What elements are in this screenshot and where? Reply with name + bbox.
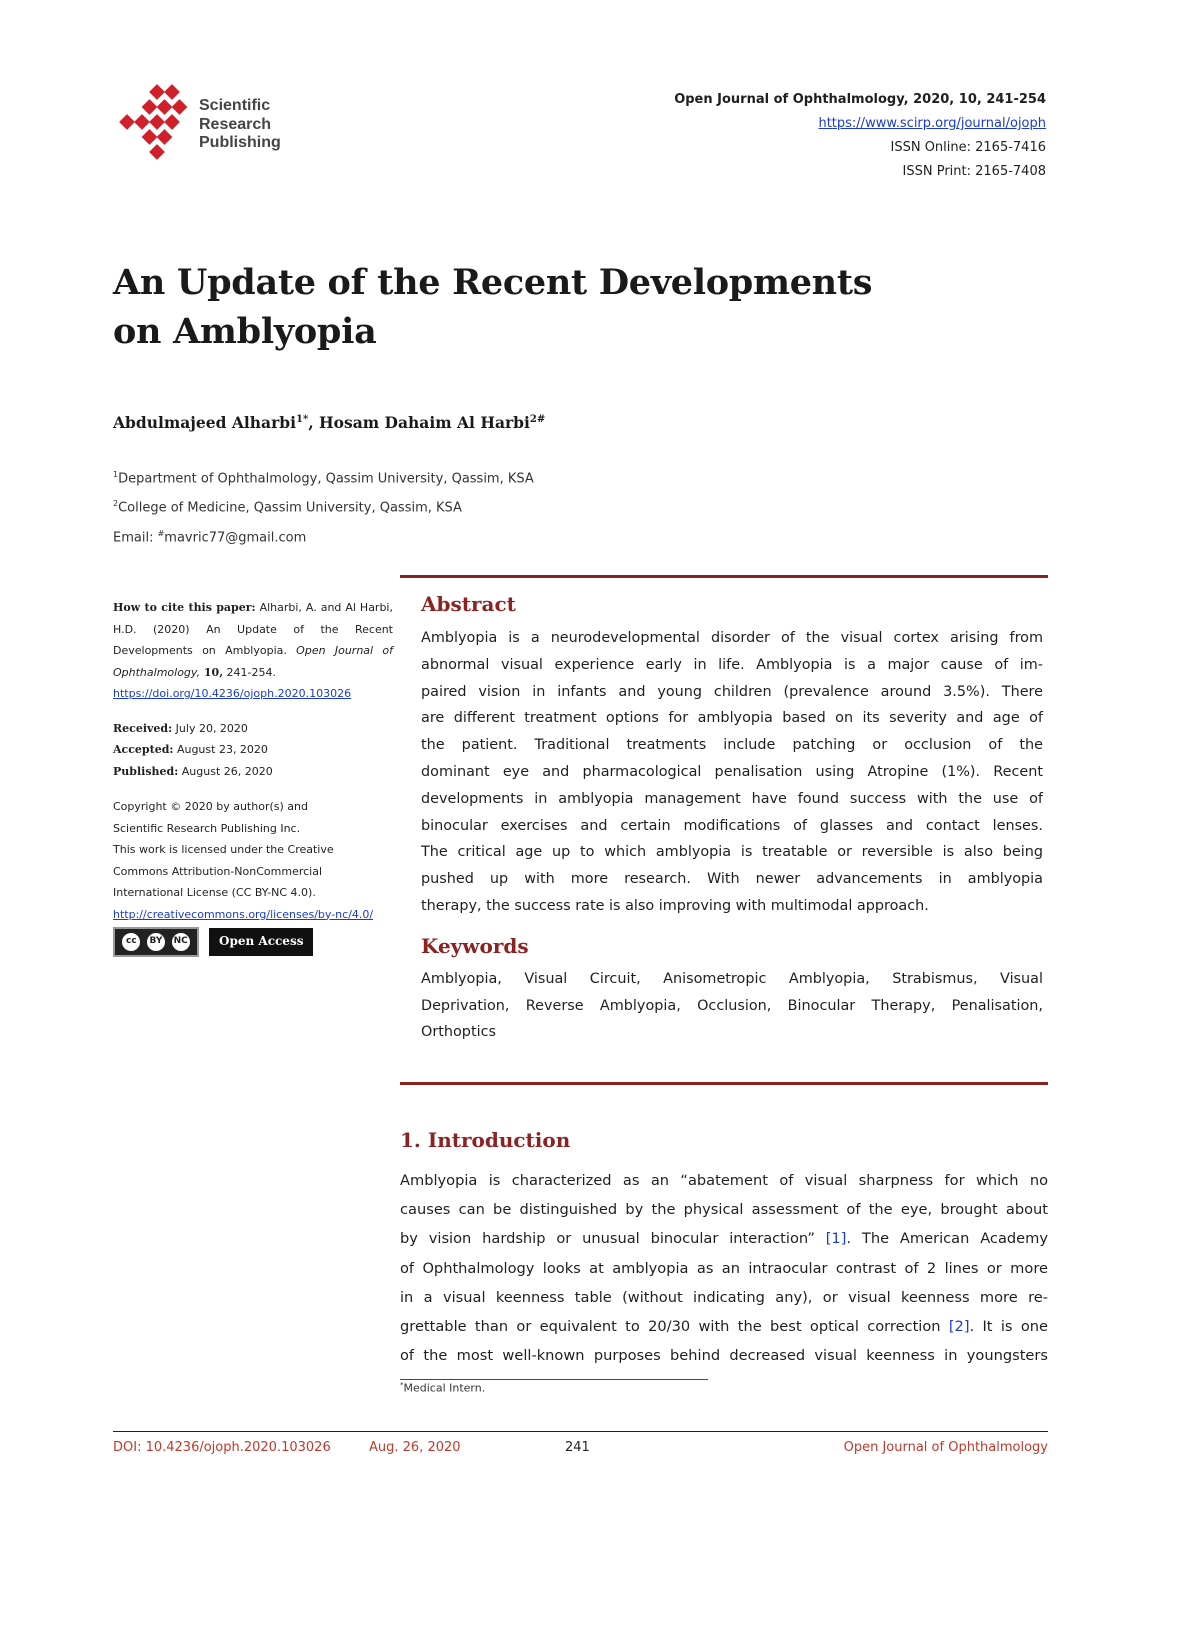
- abstract-line: pushed up with more research. With newer advancements in amblyopia: [421, 871, 1043, 888]
- email-sup: #: [157, 528, 165, 538]
- logo-line-1: Scientific: [199, 97, 271, 114]
- page-footer: [113, 1440, 1048, 1464]
- license-badges: [113, 927, 393, 957]
- cite-pages: 241-254.: [223, 665, 276, 679]
- intro-text: by vision hardship or unusual binocular interaction”: [400, 1230, 826, 1248]
- intro-line: Amblyopia is characterized as an “abatement of visual sharpness for which no: [400, 1172, 1048, 1189]
- sidebar-info: [113, 597, 393, 957]
- by-icon: BY: [145, 931, 167, 953]
- copyright-line-5: International License (CC BY-NC 4.0).: [113, 886, 316, 899]
- intro-text: . It is one: [969, 1318, 1048, 1336]
- keywords-line: Amblyopia, Visual Circuit, Anisometropic Amblyopia, Strabismus, Visual: [421, 970, 1043, 987]
- abstract-line: abnormal visual experience early in life. Amblyopia is a major cause of im-: [421, 656, 1043, 673]
- affiliation-1-sup: 1: [113, 470, 119, 479]
- cite-journal: Open Journal of Ophthalmology,: [113, 644, 393, 679]
- journal-citation: Open Journal of Ophthalmology, 2020, 10, 241-254: [674, 92, 1046, 107]
- publisher-logo: [113, 82, 313, 162]
- affiliation-1: [113, 462, 534, 491]
- logo-diamond: [164, 84, 180, 100]
- logo-diamond: [119, 114, 135, 130]
- abstract-bottom-rule: [400, 1082, 1048, 1085]
- author-1-sup: 1*: [296, 413, 309, 425]
- accepted-value: August 23, 2020: [173, 743, 268, 756]
- cite-doi-link[interactable]: https://doi.org/10.4236/ojoph.2020.103026: [113, 687, 352, 700]
- author-2: Hosam Dahaim Al Harbi: [318, 413, 530, 432]
- affiliation-2-sup: 2: [113, 499, 119, 509]
- footnote-text: Medical Intern.: [403, 1381, 486, 1395]
- nc-icon: NC: [170, 931, 192, 953]
- published-date: [113, 761, 393, 783]
- abstract-line: dominant eye and pharmacological penalisation using Atropine (1%). Recent: [421, 763, 1043, 780]
- footnote-sup: *: [400, 1381, 404, 1389]
- accepted-label: Accepted:: [113, 743, 174, 756]
- journal-url-link[interactable]: https://www.scirp.org/journal/ojoph: [818, 116, 1046, 131]
- author-list: [113, 413, 545, 432]
- cite-label: How to cite this paper:: [113, 601, 256, 614]
- footer-rule: [113, 1431, 1048, 1432]
- logo-diamond: [142, 99, 158, 115]
- abstract-line: the patient. Traditional treatments include patching or occlusion of the: [421, 737, 1043, 754]
- intro-line: of Ophthalmology looks at amblyopia as an intraocular contrast of 2 lines or more: [400, 1259, 1048, 1277]
- logo-line-3: Publishing: [199, 134, 281, 151]
- logo-diamond: [149, 144, 165, 160]
- published-label: Published:: [113, 764, 179, 778]
- intro-line: causes can be distinguished by the physical assessment of the eye, brought about: [400, 1201, 1048, 1219]
- intro-line: [400, 1224, 1048, 1253]
- received-label: Received:: [113, 721, 173, 735]
- logo-diamond: [157, 99, 173, 115]
- abstract-line: The critical age up to which amblyopia is treatable or reversible is also being: [421, 844, 1043, 861]
- footer-date: Aug. 26, 2020: [369, 1440, 461, 1455]
- copyright-line-3: This work is licensed under the Creative: [113, 843, 334, 856]
- issn-print: ISSN Print: 2165-7408: [902, 164, 1046, 179]
- accepted-date: [113, 739, 393, 761]
- footer-journal: Open Journal of Ophthalmology: [843, 1440, 1048, 1455]
- reference-link[interactable]: [2]: [948, 1318, 970, 1336]
- author-1: Abdulmajeed Alharbi: [113, 413, 296, 432]
- intro-text: . The American Academy: [846, 1230, 1048, 1248]
- introduction-body: [400, 1166, 1048, 1370]
- how-to-cite: [113, 597, 393, 705]
- email-line: [113, 521, 534, 550]
- introduction-section: [400, 1128, 1048, 1370]
- intro-line: [400, 1312, 1048, 1341]
- affiliation-2-text: College of Medicine, Qassim University, Qassim, KSA: [118, 500, 462, 516]
- affiliations: [113, 462, 534, 550]
- abstract-line: Amblyopia is a neurodevelopmental disorder of the visual cortex arising from: [421, 630, 1043, 646]
- journal-info: [674, 88, 1046, 184]
- abstract-line: therapy, the success rate is also improving with multimodal approach.: [421, 897, 929, 914]
- logo-diamond: [134, 114, 150, 130]
- logo-line-2: Research: [199, 115, 272, 133]
- copyright-line-4: Commons Attribution-NonCommercial: [113, 864, 323, 878]
- intro-line: of the most well-known purposes behind decreased visual keenness in youngsters: [400, 1347, 1048, 1365]
- logo-diamond: [157, 129, 173, 145]
- published-value: August 26, 2020: [178, 764, 273, 778]
- intro-line: in a visual keenness table (without indicating any), or visual keenness more re-: [400, 1288, 1048, 1306]
- title-line-1: An Update of the Recent Developments: [113, 262, 873, 303]
- open-access-badge: Open Access: [209, 928, 313, 956]
- received-date: [113, 718, 393, 740]
- keywords-line: Deprivation, Reverse Amblyopia, Occlusion, Binocular Therapy, Penalisation,: [421, 997, 1043, 1014]
- received-value: July 20, 2020: [172, 721, 248, 735]
- abstract-line: are different treatment options for amblyopia based on its severity and age of: [421, 710, 1043, 727]
- introduction-heading: 1. Introduction: [400, 1128, 571, 1152]
- logo-diamond: [149, 84, 165, 100]
- cc-by-nc-badge[interactable]: [113, 927, 199, 957]
- logo-diamond: [164, 114, 180, 130]
- article-dates: [113, 718, 393, 783]
- logo-diamond: [142, 129, 158, 145]
- cite-text: Alharbi, A. and Al Harbi, H.D. (2020) An Update of the Recent Developments on Amblyopia.: [113, 601, 393, 657]
- abstract-heading: Abstract: [421, 592, 516, 616]
- keywords-line: Orthoptics: [421, 1024, 496, 1041]
- abstract-line: developments in amblyopia management have found success with the use of: [421, 790, 1043, 807]
- title-line-2: on Amblyopia: [113, 311, 377, 352]
- author-2-sup: 2#: [529, 413, 546, 425]
- email-address[interactable]: mavric77@gmail.com: [164, 529, 307, 545]
- abstract-line: binocular exercises and certain modifications of glasses and contact lenses.: [421, 817, 1043, 834]
- cite-volume: 10,: [200, 665, 224, 679]
- footnote: [400, 1381, 485, 1395]
- copyright-line-2: Scientific Research Publishing Inc.: [113, 821, 301, 835]
- cc-icon: cc: [120, 931, 142, 953]
- intro-text: grettable than or equivalent to 20/30 with the best optical correction: [400, 1318, 949, 1336]
- red-diamond-grid-icon: [113, 82, 193, 162]
- abstract-top-rule: [400, 575, 1048, 578]
- abstract-body: [421, 625, 1043, 920]
- affiliation-2: [113, 491, 534, 520]
- footer-doi: DOI: 10.4236/ojoph.2020.103026: [113, 1440, 331, 1455]
- keywords-body: [421, 966, 1043, 1046]
- abstract-section: [421, 592, 1043, 1046]
- abstract-line: paired vision in infants and young children (prevalence around 3.5%). There: [421, 683, 1043, 700]
- email-label: Email:: [113, 529, 158, 545]
- article-title: [113, 258, 1013, 356]
- affiliation-1-text: Department of Ophthalmology, Qassim University, Qassim, KSA: [118, 471, 534, 487]
- copyright-notice: [113, 796, 393, 925]
- publisher-name: [199, 97, 281, 153]
- logo-diamond: [172, 99, 188, 115]
- issn-online: ISSN Online: 2165-7416: [890, 140, 1046, 155]
- page-number: 241: [565, 1440, 590, 1455]
- footnote-rule: [400, 1379, 708, 1380]
- reference-link[interactable]: [1]: [825, 1230, 847, 1248]
- license-link[interactable]: http://creativecommons.org/licenses/by-nc/4.0/: [113, 907, 374, 921]
- keywords-heading: Keywords: [421, 933, 529, 958]
- logo-diamond: [149, 114, 165, 130]
- copyright-line-1: Copyright © 2020 by author(s) and: [113, 800, 308, 813]
- author-separator: ,: [308, 413, 319, 432]
